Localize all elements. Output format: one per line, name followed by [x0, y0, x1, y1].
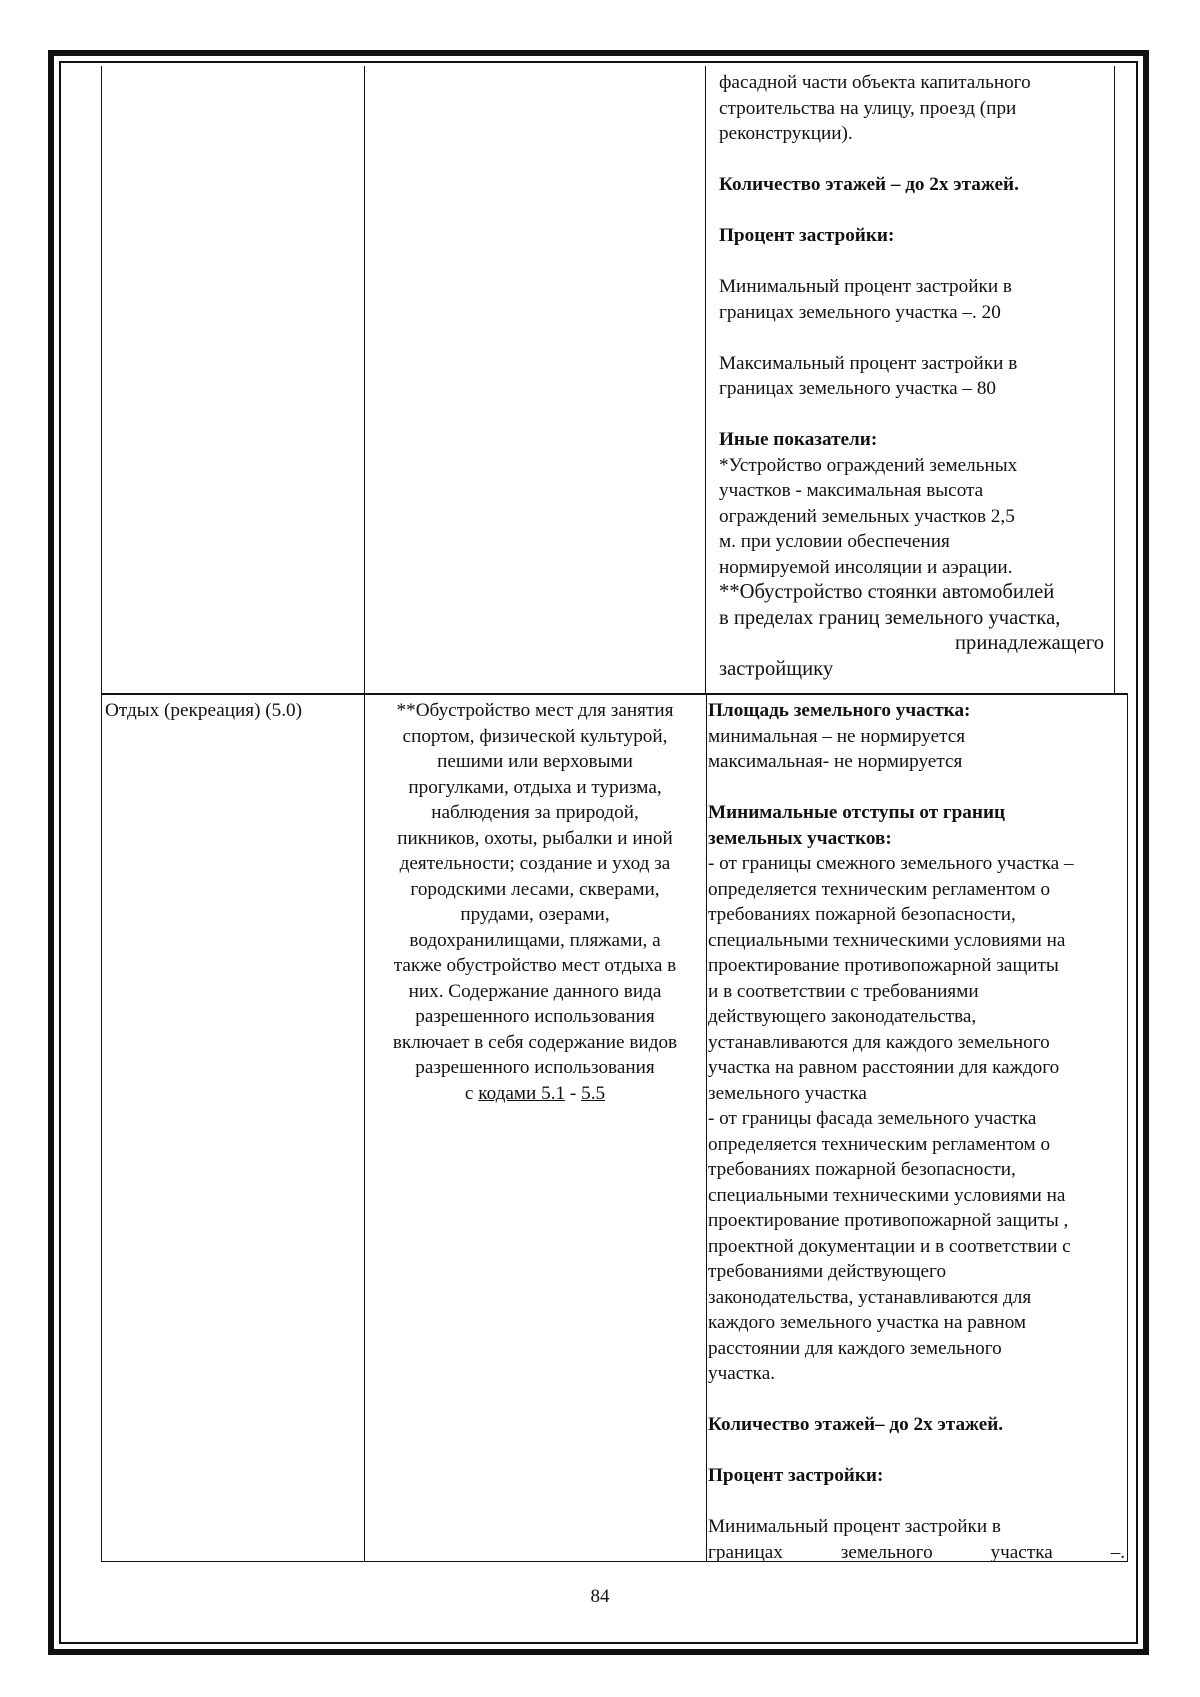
text-line: каждого земельного участка на равном: [708, 1312, 1027, 1333]
text-line: специальными техническими условиями на: [708, 1184, 1066, 1206]
text-line: в пределах границ земельного участка,: [719, 606, 1061, 629]
text-line: - от границы фасада земельного участка: [708, 1108, 1037, 1129]
text-line: требованиях пожарной безопасности,: [708, 904, 1016, 925]
text-line: принадлежащего: [955, 632, 1104, 654]
text-line: участка.: [708, 1363, 776, 1384]
indents-heading: Минимальные отступы от границ: [708, 802, 1006, 823]
text-line: разрешенного использования: [415, 1057, 655, 1078]
text-line: фасадной части объекта капитального: [719, 72, 1031, 93]
text-line: строительства на улицу, проезд (при: [719, 97, 1017, 119]
text-line: спортом, физической культурой,: [402, 725, 668, 747]
text-line: границах земельного участка – 80: [719, 378, 997, 399]
rec-row-description-cell: [368, 698, 702, 1106]
text-line: Максимальный процент застройки в: [719, 352, 1018, 374]
text-line: прогулками, отдыха и туризма,: [408, 776, 662, 798]
text-line: пикников, охоты, рыбалки и иной: [397, 827, 673, 849]
codes-line: [368, 1081, 702, 1107]
text-line: границах земельного участка –.: [708, 1541, 1125, 1563]
text-line: Минимальный процент застройки в: [708, 1516, 1001, 1537]
floors-heading: Количество этажей– до 2х этажей.: [708, 1414, 1004, 1435]
text-line: законодательства, устанавливаются для: [708, 1286, 1032, 1308]
area-heading: Площадь земельного участка:: [708, 700, 971, 721]
text-line: ограждений земельных участков 2,5: [719, 505, 1015, 527]
text-line: границах земельного участка –. 20: [719, 301, 1001, 323]
text-line: участка на равном расстоянии для каждого: [708, 1057, 1060, 1078]
text-line: и в соответствии с требованиями: [708, 980, 979, 1002]
text-line: требованиях пожарной безопасности,: [708, 1159, 1016, 1180]
text-line: прудами, озерами,: [460, 904, 610, 925]
text-line: минимальная – не нормируется: [708, 725, 966, 747]
text-line: нормируемой инсоляции и аэрации.: [719, 556, 1013, 578]
text-line: реконструкции).: [719, 123, 853, 144]
table-divider-2b: [706, 694, 707, 1562]
text-line: **Обустройство мест для занятия: [396, 700, 674, 721]
text-line: городскими лесами, скверами,: [410, 878, 660, 900]
text-line: - от границы смежного земельного участка –: [708, 853, 1074, 874]
text-line: включает в себя содержание видов: [392, 1031, 678, 1053]
text-line: требованиями действующего: [708, 1261, 947, 1282]
page-number: 84: [590, 1586, 610, 1607]
codes-link-5-5[interactable]: 5.5: [581, 1082, 606, 1104]
text-line: Минимальный процент застройки в: [719, 276, 1012, 297]
codes-separator: -: [565, 1082, 582, 1104]
rec-row-name-cell: [105, 698, 360, 724]
table-border-left: [101, 66, 102, 1562]
indents-heading: земельных участков:: [708, 827, 892, 849]
floors-heading: Количество этажей – до 2х этажей.: [719, 174, 1019, 195]
text-line: застройщику: [719, 657, 834, 680]
text-line: определяется техническим регламентом о: [708, 878, 1051, 900]
text-line: разрешенного использования: [415, 1006, 655, 1027]
percent-heading: Процент застройки:: [708, 1465, 884, 1486]
text-line: них. Содержание данного вида: [408, 980, 662, 1002]
text-line: **Обустройство стоянки автомобилей: [719, 581, 1055, 603]
rec-row-requirements-cell: [708, 698, 1125, 1565]
text-line: деятельности; создание и уход за: [399, 853, 671, 874]
text-line: м. при условии обеспечения: [719, 531, 950, 552]
table-border-right: [1127, 694, 1128, 1562]
text-line: проектирование противопожарной защиты: [708, 955, 1059, 976]
text-line: определяется техническим регламентом о: [708, 1133, 1051, 1155]
text-line: участков - максимальная высота: [719, 480, 984, 501]
percent-heading: Процент застройки:: [719, 225, 895, 246]
text-line: водохранилищами, пляжами, а: [409, 929, 661, 951]
text-line: пешими или верховыми: [437, 751, 633, 772]
top-row-requirements-cell: [719, 70, 1104, 682]
text-line: также обустройство мест отдыха в: [393, 955, 677, 976]
codes-link-5-1[interactable]: кодами 5.1: [478, 1082, 566, 1104]
codes-prefix: с: [464, 1082, 479, 1104]
text-line: специальными техническими условиями на: [708, 929, 1066, 951]
text-line: действующего законодательства,: [708, 1006, 977, 1027]
text-line: земельного участка: [708, 1082, 867, 1104]
text-line: устанавливаются для каждого земельного: [708, 1031, 1050, 1053]
table-divider-1: [364, 66, 365, 1562]
text-line: проектной документации и в соответствии с: [708, 1235, 1071, 1257]
row-separator: [101, 693, 1128, 695]
text-line: *Устройство ограждений земельных: [719, 454, 1018, 476]
use-type-name: Отдых (рекреация) (5.0): [105, 700, 303, 721]
table-divider-2: [705, 66, 706, 694]
text-line: расстоянии для каждого земельного: [708, 1337, 1002, 1359]
table-border-right-top: [1114, 66, 1115, 694]
text-line: проектирование противопожарной защиты ,: [708, 1210, 1069, 1231]
text-line: максимальная- не нормируется: [708, 751, 963, 772]
other-heading: Иные показатели:: [719, 429, 878, 450]
text-line: наблюдения за природой,: [431, 802, 639, 823]
